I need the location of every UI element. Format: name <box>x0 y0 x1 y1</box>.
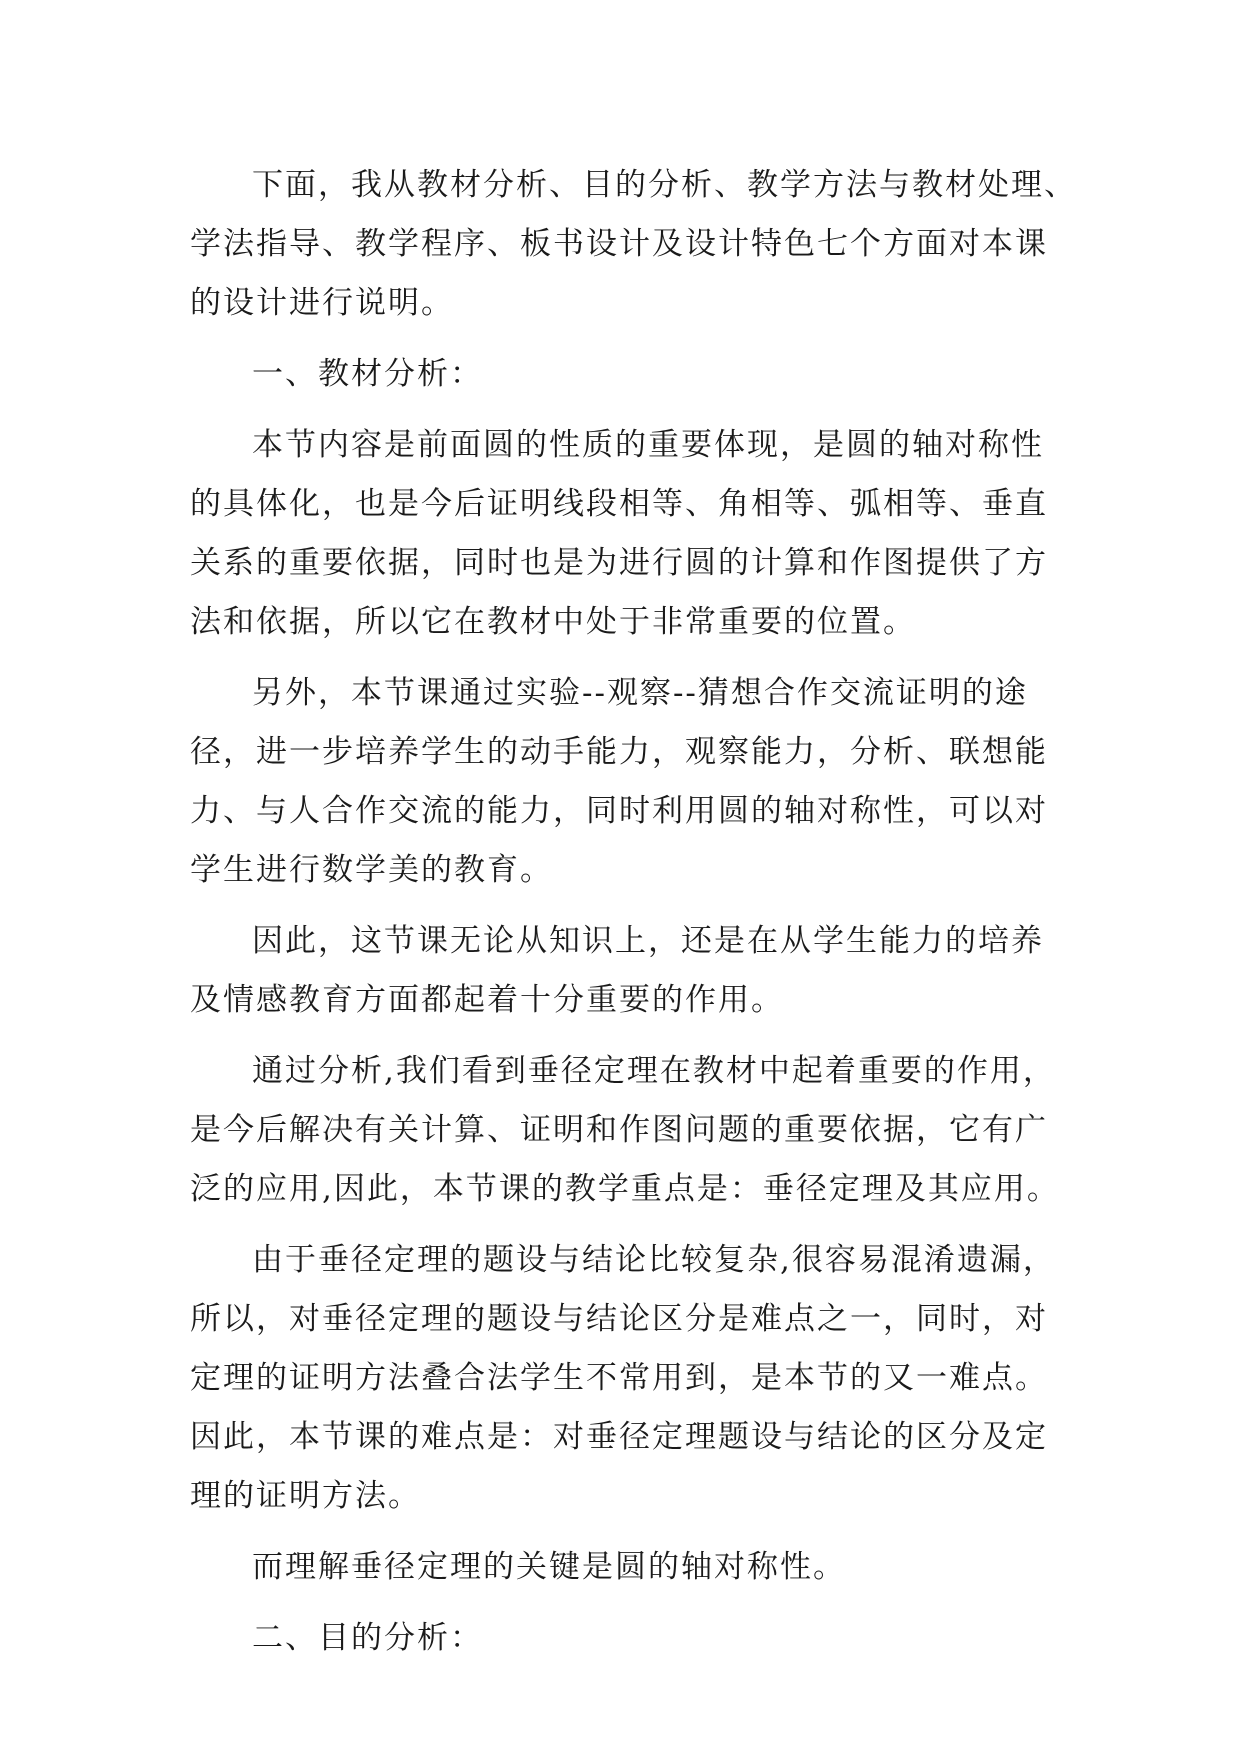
text-line: 力、与人合作交流的能力，同时利用圆的轴对称性，可以对 <box>190 793 1048 829</box>
heading-text: 一、教材分析： <box>252 356 483 392</box>
heading-text: 二、目的分析： <box>252 1620 483 1656</box>
paragraph-teaching-focus <box>190 1042 1060 1219</box>
text-line: 下面，我从教材分析、目的分析、教学方法与教材处理、 <box>252 167 1077 203</box>
text-line: 因此，这节课无论从知识上，还是在从学生能力的培养 <box>252 923 1044 959</box>
document-body <box>190 156 1077 1680</box>
text-line: 及情感教育方面都起着十分重要的作用。 <box>190 982 784 1018</box>
text-line: 通过分析,我们看到垂径定理在教材中起着重要的作用， <box>252 1053 1056 1089</box>
paragraph-key-point <box>190 1538 1060 1597</box>
paragraph-content-importance <box>190 416 1060 652</box>
section-heading-textbook-analysis <box>190 345 1060 404</box>
text-line: 理的证明方法。 <box>190 1478 421 1514</box>
text-line: 的具体化，也是今后证明线段相等、角相等、弧相等、垂直 <box>190 486 1048 522</box>
paragraph-ability-training <box>190 664 1060 900</box>
text-line: 由于垂径定理的题设与结论比较复杂,很容易混淆遗漏， <box>252 1242 1056 1278</box>
text-line: 法和依据，所以它在教材中处于非常重要的位置。 <box>190 604 916 640</box>
text-line: 因此，本节课的难点是：对垂径定理题设与结论的区分及定 <box>190 1419 1048 1455</box>
text-line: 泛的应用,因此，本节课的教学重点是：垂径定理及其应用。 <box>190 1171 1060 1207</box>
text-line: 关系的重要依据，同时也是为进行圆的计算和作图提供了方 <box>190 545 1048 581</box>
text-line: 是今后解决有关计算、证明和作图问题的重要依据，它有广 <box>190 1112 1048 1148</box>
text-line: 学生进行数学美的教育。 <box>190 852 553 888</box>
text-line: 本节内容是前面圆的性质的重要体现，是圆的轴对称性 <box>252 427 1044 463</box>
text-line: 定理的证明方法叠合法学生不常用到，是本节的又一难点。 <box>190 1360 1048 1396</box>
paragraph-intro <box>190 156 1077 333</box>
paragraph-therefore <box>190 912 1060 1030</box>
text-line: 学法指导、教学程序、板书设计及设计特色七个方面对本课 <box>190 226 1048 262</box>
text-line: 的设计进行说明。 <box>190 285 454 321</box>
paragraph-teaching-difficulty <box>190 1231 1060 1526</box>
text-line: 径，进一步培养学生的动手能力，观察能力，分析、联想能 <box>190 734 1048 770</box>
section-heading-objective-analysis <box>190 1609 1060 1668</box>
text-line: 而理解垂径定理的关键是圆的轴对称性。 <box>252 1549 846 1585</box>
text-line: 另外，本节课通过实验--观察--猜想合作交流证明的途 <box>252 675 1028 711</box>
text-line: 所以，对垂径定理的题设与结论区分是难点之一，同时，对 <box>190 1301 1048 1337</box>
